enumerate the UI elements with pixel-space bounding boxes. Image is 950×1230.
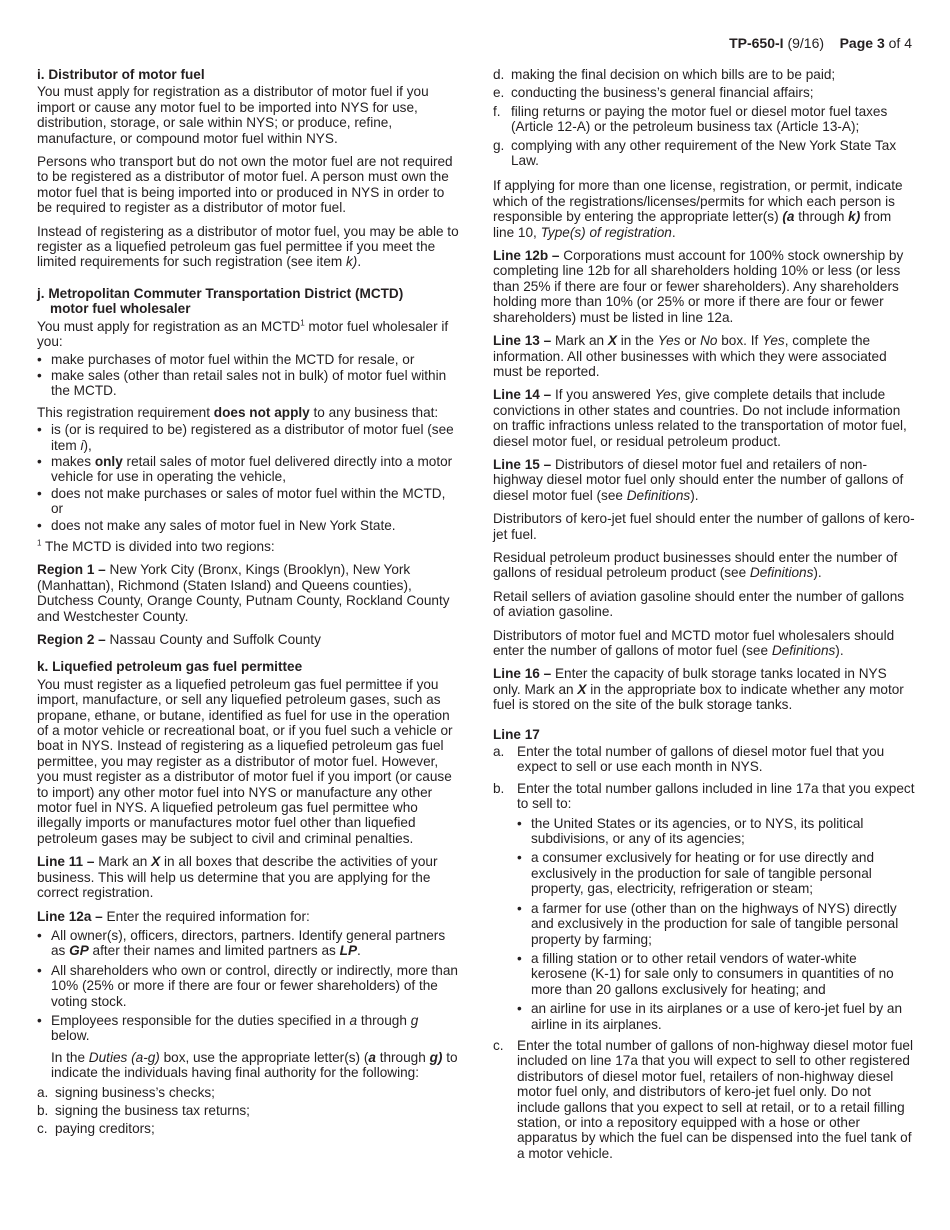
list-item: • does not make any sales of motor fuel in New York State. [37, 518, 459, 533]
list-item: • does not make purchases or sales of motor fuel within the MCTD, or [37, 486, 459, 517]
line-12a-list [37, 928, 459, 1044]
list-item: c. paying creditors; [37, 1121, 155, 1137]
list-item: • a farmer for use (other than on the highways of NYS) directly and exclusively in the production for sale of tangible personal property by farming; [517, 901, 915, 947]
list-item: c. Enter the total number of gallons of non-highway diesel motor fuel included on line 17a that you will expect to sell to other registered distributors of diesel motor fuel, retailers of non-highway diesel motor fuel only, and distributors of kero-jet fuel only. Do not include gallons that you expect to sell at retail, or to a retail filling station, or into a repository equipped with a hose or other apparatus by which the fuel can be dispensed into the fuel tank of a motor vehicle. [493, 1037, 913, 1161]
aviation-note: Retail sellers of aviation gasoline should enter the number of gallons of aviation gasoline. [493, 588, 905, 620]
mctd-note: Distributors of motor fuel and MCTD motor fuel wholesalers should enter the number of gallons of motor fuel (see Definitions). [493, 627, 895, 658]
region-1: Region 1 – New York City (Bronx, Kings (Brooklyn), New York (Manhattan), Richmond (Staten Island) and Queens counties), Dutchess County, Orange County, Putnam County, Rockland County and Westchester County. [37, 562, 450, 624]
region-2: Region 2 – Nassau County and Suffolk County [37, 632, 321, 647]
list-item: g. complying with any other requirement of the New York State Tax Law. [493, 137, 897, 169]
form-date: (9/16) [787, 35, 825, 51]
list-item: a. Enter the total number of gallons of diesel motor fuel that you expect to sell or use each month in NYS. [493, 744, 885, 775]
form-number: TP-650-I [729, 35, 784, 51]
footnote-mctd: $^1$ The MCTD is divided into two regions: [37, 538, 275, 554]
line-16: Line 16 – Enter the capacity of bulk storage tanks located in NYS only. Mark an X in the appropriate box to indicate whether any motor fuel is stored on the site of the bulk storage tanks. [493, 666, 904, 713]
page-of: of 4 [888, 35, 912, 51]
line-14: Line 14 – If you answered Yes, give complete details that include convictions in other states and countries. Do not include information on traffic infractions unless related to the transportation of motor fuel, diesel motor fuel, or residual petroleum product. [493, 387, 907, 449]
list-item: • make sales (other than retail sales not in bulk) of motor fuel within the MCTD. [37, 368, 459, 399]
line-17b-list [517, 816, 915, 1032]
section-i-heading: i. Distributor of motor fuel [37, 67, 205, 82]
list-item: • a filling station or to other retail vendors of water-white kerosene (K-1) for sale only to consumers in quantities of no more than 20 gallons exclusively for heating; and [517, 951, 915, 997]
list-item: f. filing returns or paying the motor fuel or diesel motor fuel taxes (Article 12-A) or the petroleum business tax (Article 13-A); [493, 103, 888, 135]
list-item: b. signing the business tax returns; [37, 1102, 250, 1118]
line-12b: Line 12b – Corporations must account for 100% stock ownership by completing line 12b for all shareholders holding 10% or less (or less than 25% if there are four or fewer shareholders). Any shareholders holding more than 10% (or 25% or more if there are four or fewer shareholders) must be listed in line 12a. [493, 248, 904, 325]
page-header [729, 35, 912, 51]
section-j-intro: You must apply for registration as an MCTD$^1$ motor fuel wholesaler if you: [37, 318, 449, 350]
list-item: • All owner(s), officers, directors, partners. Identify general partners as GP after their names and limited partners as LP. [37, 928, 459, 959]
residual-note: Residual petroleum product businesses should enter the number of gallons of residual petroleum product (see Definitions). [493, 549, 898, 581]
left-column [37, 67, 459, 1145]
list-item: • the United States or its agencies, or to NYS, its political subdivisions, or any of its agencies; [517, 816, 915, 847]
line-11: Line 11 – Mark an X in all boxes that describe the activities of your business. This will help us determine that you are applying for the correct registration. [37, 854, 438, 901]
list-item: • makes only retail sales of motor fuel delivered directly into a motor vehicle for use in operating the vehicle, [37, 454, 459, 485]
list-item: d. making the final decision on which bills are to be paid; [493, 67, 836, 82]
section-i-p2: Persons who transport but do not own the motor fuel are not required to be registered as a distributor of motor fuel. A person must own the motor fuel that is being imported into or produced in NYS in order to be required to register as a distributor of motor fuel. [37, 154, 453, 216]
line-12a: Line 12a – Enter the required information for: [37, 908, 310, 924]
kero-jet-note: Distributors of kero-jet fuel should enter the number of gallons of kero-jet fuel. [493, 511, 915, 542]
section-j-list1 [37, 352, 459, 399]
list-item: • an airline for use in its airplanes or a use of kero-jet fuel by an airline in its airplanes. [517, 1001, 915, 1032]
section-k-p1: You must register as a liquefied petroleum gas fuel permittee if you import, manufacture, or sell any liquefied petroleum gases, such as propane, ethane, or butane, identified as fuel for use in the operation of a motor vehicle or recreational boat, or if you fuel such a vehicle or boat in NYS. Instead of registering as a liquefied petroleum gas fuel permittee, you may register as a distributor of motor fuel. However, you must register as a distributor of motor fuel if you import (or cause to import) any other motor fuel into NYS or manufacture any other motor fuel in NYS. A liquefied petroleum gas fuel permittee who illegally imports or manufactures motor fuel other than liquefied petroleum gases may be subject to civil and criminal penalties. [37, 676, 453, 846]
section-j-requirement: This registration requirement does not apply to any business that: [37, 404, 439, 420]
list-item: • a consumer exclusively for heating or for use directly and exclusively in the production for sale of tangible personal property, gas, electricity, refrigeration or steam; [517, 850, 915, 896]
page-label: Page [839, 35, 874, 51]
duties-list [37, 1085, 459, 1137]
section-i-p1: You must apply for registration as a distributor of motor fuel if you import or cause any motor fuel to be imported into NYS for use, distribution, storage, or sale within NYS; or produce, refine, manufacture, or compound motor fuel within NYS. [37, 84, 429, 146]
right-column [493, 67, 915, 1169]
line-17-heading: Line 17 [493, 726, 540, 742]
section-j-list2 [37, 422, 459, 533]
list-item: b. Enter the total number gallons included in line 17a that you expect to sell to: • the United States or its agencies, or to NYS, its political subdivisions, or any of its agencies; • a consumer exclusively for heating or for use directly and exclusively in the production for sale of tangible personal property, gas, electricity, refrigeration or steam; • a farmer for use (other than on the highways of NYS) directly and exclusively in the production for sale of tangible personal property by farming; • a filling station or to other retail vendors of water-white kerosene (K-1) for sale only to consumers in quantities of no more than 20 gallons exclusively for heating; and • an airline for use in its airplanes or a use of kero-jet fuel by an airline in its airplanes. [493, 781, 915, 1032]
section-j-heading: j. Metropolitan Commuter Transportation District (MCTD) motor fuel wholesaler [37, 285, 404, 317]
duties-intro: In the Duties (a-g) box, use the appropriate letter(s) (a through g) to indicate the individuals having final authority for the following: [51, 1049, 458, 1081]
list-item: e. conducting the business’s general financial affairs; [493, 85, 814, 101]
line-13: Line 13 – Mark an X in the Yes or No box. If Yes, complete the information. All other businesses with which they were associated must be reported. [493, 333, 887, 379]
line-17-list [493, 744, 915, 1161]
list-item: • make purchases of motor fuel within the MCTD for resale, or [37, 352, 459, 367]
duties-list-continued [493, 67, 915, 168]
page-number: 3 [876, 35, 885, 51]
section-i-p3: Instead of registering as a distributor of motor fuel, you may be able to register as a liquefied petroleum gas fuel permittee if you meet the limited requirements for such registration (see item k). [37, 223, 459, 270]
multi-registration-note: If applying for more than one license, registration, or permit, indicate which of the registrations/licenses/permits for which each person is responsible by entering the appropriate letter(s) (a through k) from line 10, Type(s) of registration. [493, 178, 903, 240]
list-item: a. signing business’s checks; [37, 1084, 215, 1100]
line-15: Line 15 – Distributors of diesel motor fuel and retailers of non-highway diesel motor fuel only should enter the number of gallons of diesel motor fuel (see Definitions). [493, 456, 904, 503]
list-item: • Employees responsible for the duties specified in a through g below. [37, 1013, 459, 1044]
list-item: • All shareholders who own or control, directly or indirectly, more than 10% (25% or more if there are four or fewer shareholders) of the voting stock. [37, 963, 459, 1009]
section-k-heading: k. Liquefied petroleum gas fuel permittee [37, 659, 303, 675]
list-item: • is (or is required to be) registered as a distributor of motor fuel (see item i), [37, 422, 459, 453]
